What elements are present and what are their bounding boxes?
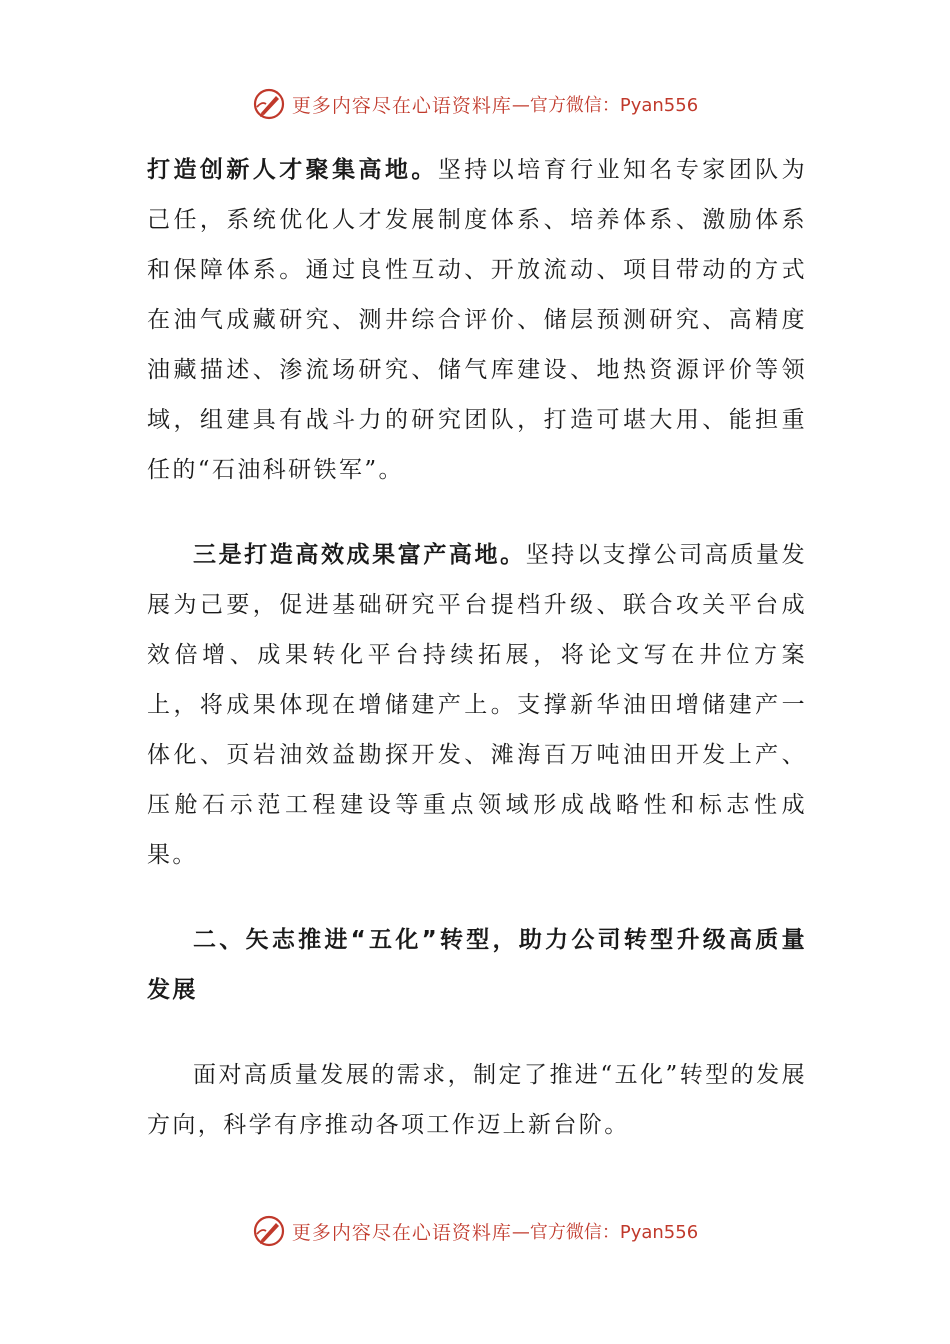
paragraph-talent bbox=[147, 145, 807, 495]
paragraph-results-lead: 三是打造高效成果富产高地。 bbox=[193, 542, 526, 568]
paragraph-talent-text: 坚持以培育行业知名专家团队为己任，系统优化人才发展制度体系、培养体系、激励体系和保障体系。通过良性互动、开放流动、项目带动的方式在油气成藏研究、测井综合评价、储层预测研究、高精度油藏描述、渗流场研究、储气库建设、地热资源评价等领域，组建具有战斗力的研究团队，打造可堪大用、能担重任的“石油科研铁军”。 bbox=[147, 157, 807, 483]
header-watermark bbox=[0, 84, 950, 124]
document-body bbox=[147, 145, 807, 1150]
pen-logo-icon bbox=[252, 1214, 286, 1248]
paragraph-talent-lead: 打造创新人才聚集高地。 bbox=[147, 157, 438, 183]
paragraph-five-transformations: 面对高质量发展的需求，制定了推进“五化”转型的发展方向，科学有序推动各项工作迈上新台阶。 bbox=[147, 1062, 807, 1138]
footer-watermark bbox=[0, 1211, 950, 1251]
pen-logo-icon bbox=[252, 87, 286, 121]
paragraph-results bbox=[147, 530, 807, 880]
watermark-sub-text: —官方微信：Pyan556 bbox=[511, 95, 699, 116]
watermark-sub-text: —官方微信：Pyan556 bbox=[511, 1222, 699, 1243]
watermark-main-text: 更多内容尽在心语资料库 bbox=[291, 94, 512, 117]
watermark-main-text: 更多内容尽在心语资料库 bbox=[291, 1221, 512, 1244]
section-heading: 二、矢志推进“五化”转型，助力公司转型升级高质量发展 bbox=[147, 927, 807, 1003]
paragraph-results-text: 坚持以支撑公司高质量发展为己要，促进基础研究平台提档升级、联合攻关平台成效倍增、成果转化平台持续拓展，将论文写在井位方案上，将成果体现在增储建产上。支撑新华油田增储建产一体化、页岩油效益勘探开发、滩海百万吨油田开发上产、压舱石示范工程建设等重点领域形成战略性和标志性成果。 bbox=[147, 542, 807, 868]
